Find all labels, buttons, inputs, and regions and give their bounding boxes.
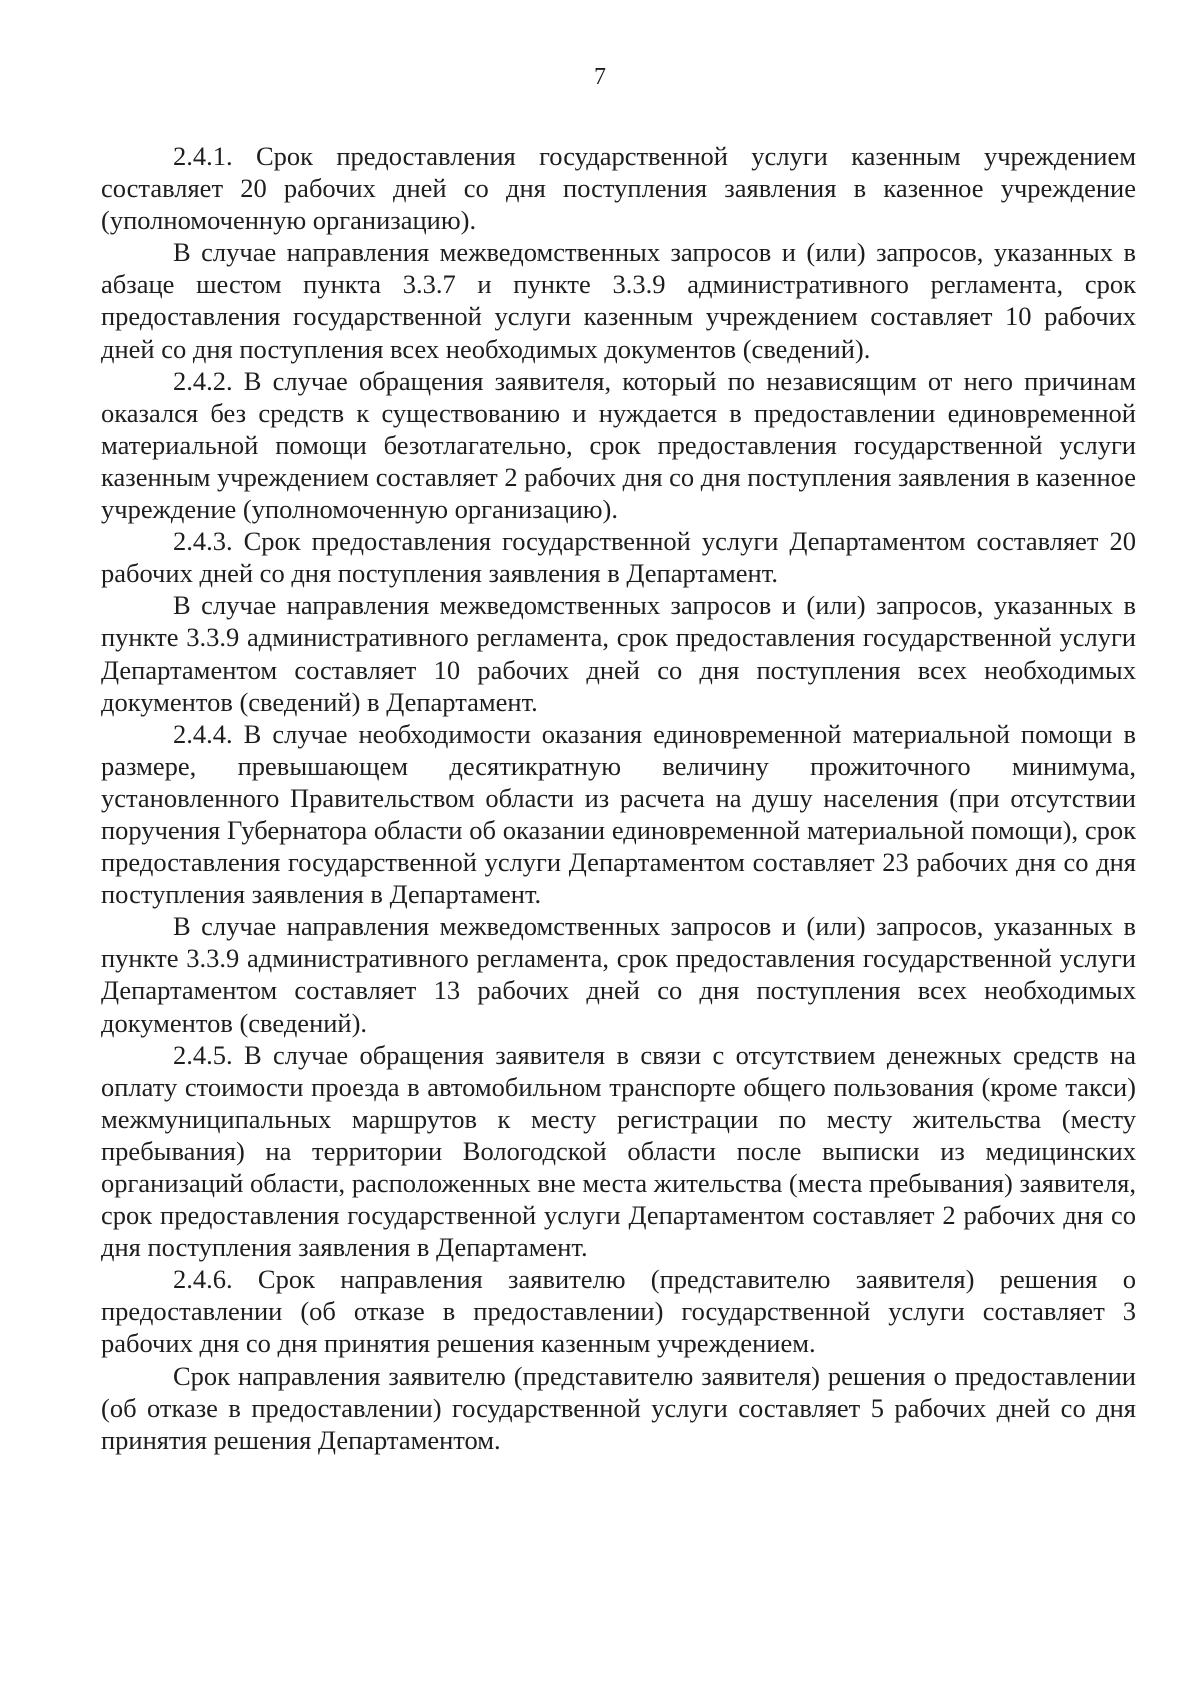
paragraph-2-4-4-interagency: В случае направления межведомственных запросов и (или) запросов, указанных в пункте 3.3.9 административного регламента, срок предоставления государственной услуги Департаментом составляет 13 рабочих дней со дня поступления всех необходимых документов (сведений). — [101, 911, 1136, 1038]
document-body — [101, 140, 1136, 1456]
page-number: 7 — [594, 64, 606, 90]
paragraph-2-4-5: 2.4.5. В случае обращения заявителя в связи с отсутствием денежных средств на оплату стоимости проезда в автомобильном транспорте общего пользования (кроме такси) межмуниципальных маршрутов к месту регистрации по месту жительства (месту пребывания) на территории Вологодской области после выписки из медицинских организаций области, расположенных вне места жительства (места пребывания) заявителя, срок предоставления государственной услуги Департаментом составляет 2 рабочих дня со дня поступления заявления в Департамент. — [101, 1039, 1136, 1263]
paragraph-2-4-2: 2.4.2. В случае обращения заявителя, который по независящим от него причинам оказался без средств к существованию и нуждается в предоставлении единовременной материальной помощи безотлагательно, срок предоставления государственной услуги казенным учреждением составляет 2 рабочих дня со дня поступления заявления в казенное учреждение (уполномоченную организацию). — [101, 365, 1136, 525]
paragraph-2-4-3-interagency: В случае направления межведомственных запросов и (или) запросов, указанных в пункте 3.3.9 административного регламента, срок предоставления государственной услуги Департаментом составляет 10 рабочих дней со дня поступления всех необходимых документов (сведений) в Департамент. — [101, 590, 1136, 717]
paragraph-2-4-3: 2.4.3. Срок предоставления государственной услуги Департаментом составляет 20 рабочих дней со дня поступления заявления в Департамент. — [101, 526, 1136, 589]
paragraph-2-4-4: 2.4.4. В случае необходимости оказания единовременной материальной помощи в размере, превышающем десятикратную величину прожиточного минимума, установленного Правительством области из расчета на душу населения (при отсутствии поручения Губернатора области об оказании единовременной материальной помощи), срок предоставления государственной услуги Департаментом составляет 23 рабочих дня со дня поступления заявления в Департамент. — [101, 718, 1136, 910]
paragraph-2-4-1-interagency: В случае направления межведомственных запросов и (или) запросов, указанных в абзаце шестом пункта 3.3.7 и пункте 3.3.9 административного регламента, срок предоставления государственной услуги казенным учреждением составляет 10 рабочих дней со дня поступления всех необходимых документов (сведений). — [101, 237, 1136, 364]
paragraph-2-4-6-department: Срок направления заявителю (представителю заявителя) решения о предоставлении (об отказе в предоставлении) государственной услуги составляет 5 рабочих дней со дня принятия решения Департаментом. — [101, 1360, 1136, 1455]
paragraph-2-4-1: 2.4.1. Срок предоставления государственной услуги казенным учреждением составляет 20 рабочих дней со дня поступления заявления в казенное учреждение (уполномоченную организацию). — [101, 141, 1136, 236]
paragraph-2-4-6: 2.4.6. Срок направления заявителю (представителю заявителя) решения о предоставлении (об отказе в предоставлении) государственной услуги составляет 3 рабочих дня со дня принятия решения казенным учреждением. — [101, 1264, 1136, 1359]
